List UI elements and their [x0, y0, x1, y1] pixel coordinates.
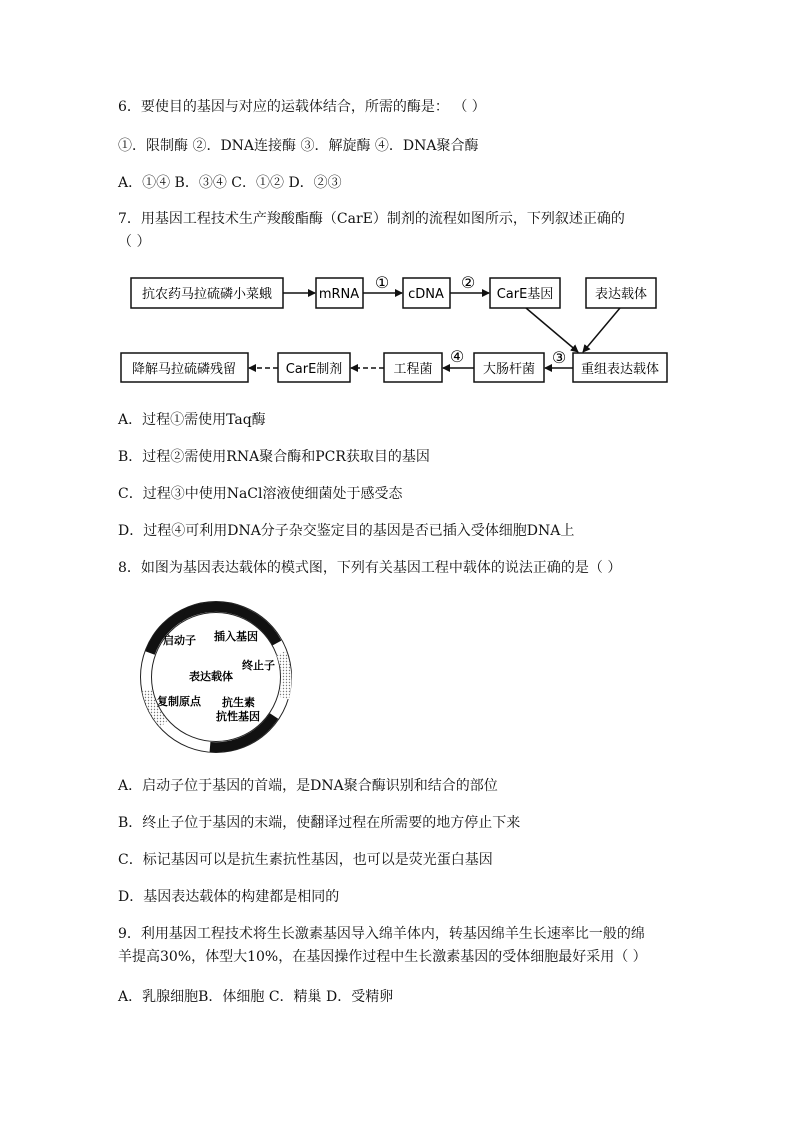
- question-8-option-c: C．标记基因可以是抗生素抗性基因，也可以是荧光蛋白基因: [118, 852, 493, 868]
- plasmid-label-promoter: 启动子: [163, 634, 196, 647]
- question-7-option-c: C．过程③中使用NaCl溶液使细菌处于感受态: [118, 486, 403, 502]
- question-9-choices: A．乳腺细胞B．体细胞 C．精巢 D．受精卵: [118, 989, 394, 1005]
- plasmid-label-terminator: 终止子: [242, 659, 275, 672]
- flow-step4-label: ④: [449, 347, 465, 366]
- question-9-stem-line1: 9．利用基因工程技术将生长激素基因导入绵羊体内，转基因绵羊生长速率比一般的绵: [118, 926, 645, 942]
- question-8-option-a: A．启动子位于基因的首端，是DNA聚合酶识别和结合的部位: [118, 778, 498, 794]
- flow-label-care-gene: CarE基因: [496, 287, 554, 302]
- flow-label-cabbage-moth: 抗农药马拉硫磷小菜蛾: [141, 287, 273, 302]
- question-7-option-b: B．过程②需使用RNA聚合酶和PCR获取目的基因: [118, 449, 430, 465]
- plasmid-label-antibiotic-2: 抗性基因: [216, 710, 260, 723]
- question-8-option-b: B．终止子位于基因的末端，使翻译过程在所需要的地方停止下来: [118, 815, 521, 831]
- flow-label-recombinant: 重组表达载体: [580, 362, 660, 377]
- question-6-items: ①．限制酶 ②．DNA连接酶 ③．解旋酶 ④．DNA聚合酶: [118, 138, 479, 154]
- flow-step3-label: ③: [551, 348, 567, 367]
- question-6-choices: A．①④ B．③④ C．①② D．②③: [118, 175, 342, 191]
- flow-label-vector: 表达载体: [594, 287, 648, 302]
- flow-label-engineered: 工程菌: [393, 362, 433, 377]
- question-7-stem-line2: （ ）: [118, 234, 151, 250]
- flow-step2-label: ②: [460, 273, 476, 292]
- question-7-option-d: D．过程④可利用DNA分子杂交鉴定目的基因是否已插入受体细胞DNA上: [118, 523, 575, 539]
- flow-label-cdna: cDNA: [408, 287, 444, 302]
- plasmid-label-insert: 插入基因: [214, 630, 258, 643]
- question-8-stem: 8．如图为基因表达载体的模式图，下列有关基因工程中载体的说法正确的是（ ）: [118, 560, 622, 576]
- question-9-stem-line2: 羊提高30%，体型大10%，在基因操作过程中生长激素基因的受体细胞最好采用（ ）: [118, 949, 647, 965]
- plasmid-terminator-segment: [281, 653, 286, 698]
- question-7-option-a: A．过程①需使用Taq酶: [118, 412, 266, 428]
- flow-label-mrna: mRNA: [318, 287, 360, 302]
- flow-label-care-agent: CarE制剂: [285, 362, 343, 377]
- question-6-stem: 6．要使目的基因与对应的运载体结合，所需的酶是： （ ）: [118, 99, 486, 115]
- question-8-option-d: D．基因表达载体的构建都是相同的: [118, 889, 340, 905]
- plasmid-label-antibiotic-1: 抗生素: [222, 696, 255, 709]
- question-7-stem-line1: 7．用基因工程技术生产羧酸酯酶（CarE）制剂的流程如图所示，下列叙述正确的: [118, 211, 625, 227]
- flow-step1-label: ①: [374, 273, 390, 292]
- flow-label-degrade: 降解马拉硫磷残留: [131, 362, 237, 377]
- flow-label-ecoli: 大肠杆菌: [482, 362, 536, 377]
- plasmid-label-center: 表达载体: [189, 670, 233, 683]
- plasmid-label-ori: 复制原点: [157, 695, 201, 708]
